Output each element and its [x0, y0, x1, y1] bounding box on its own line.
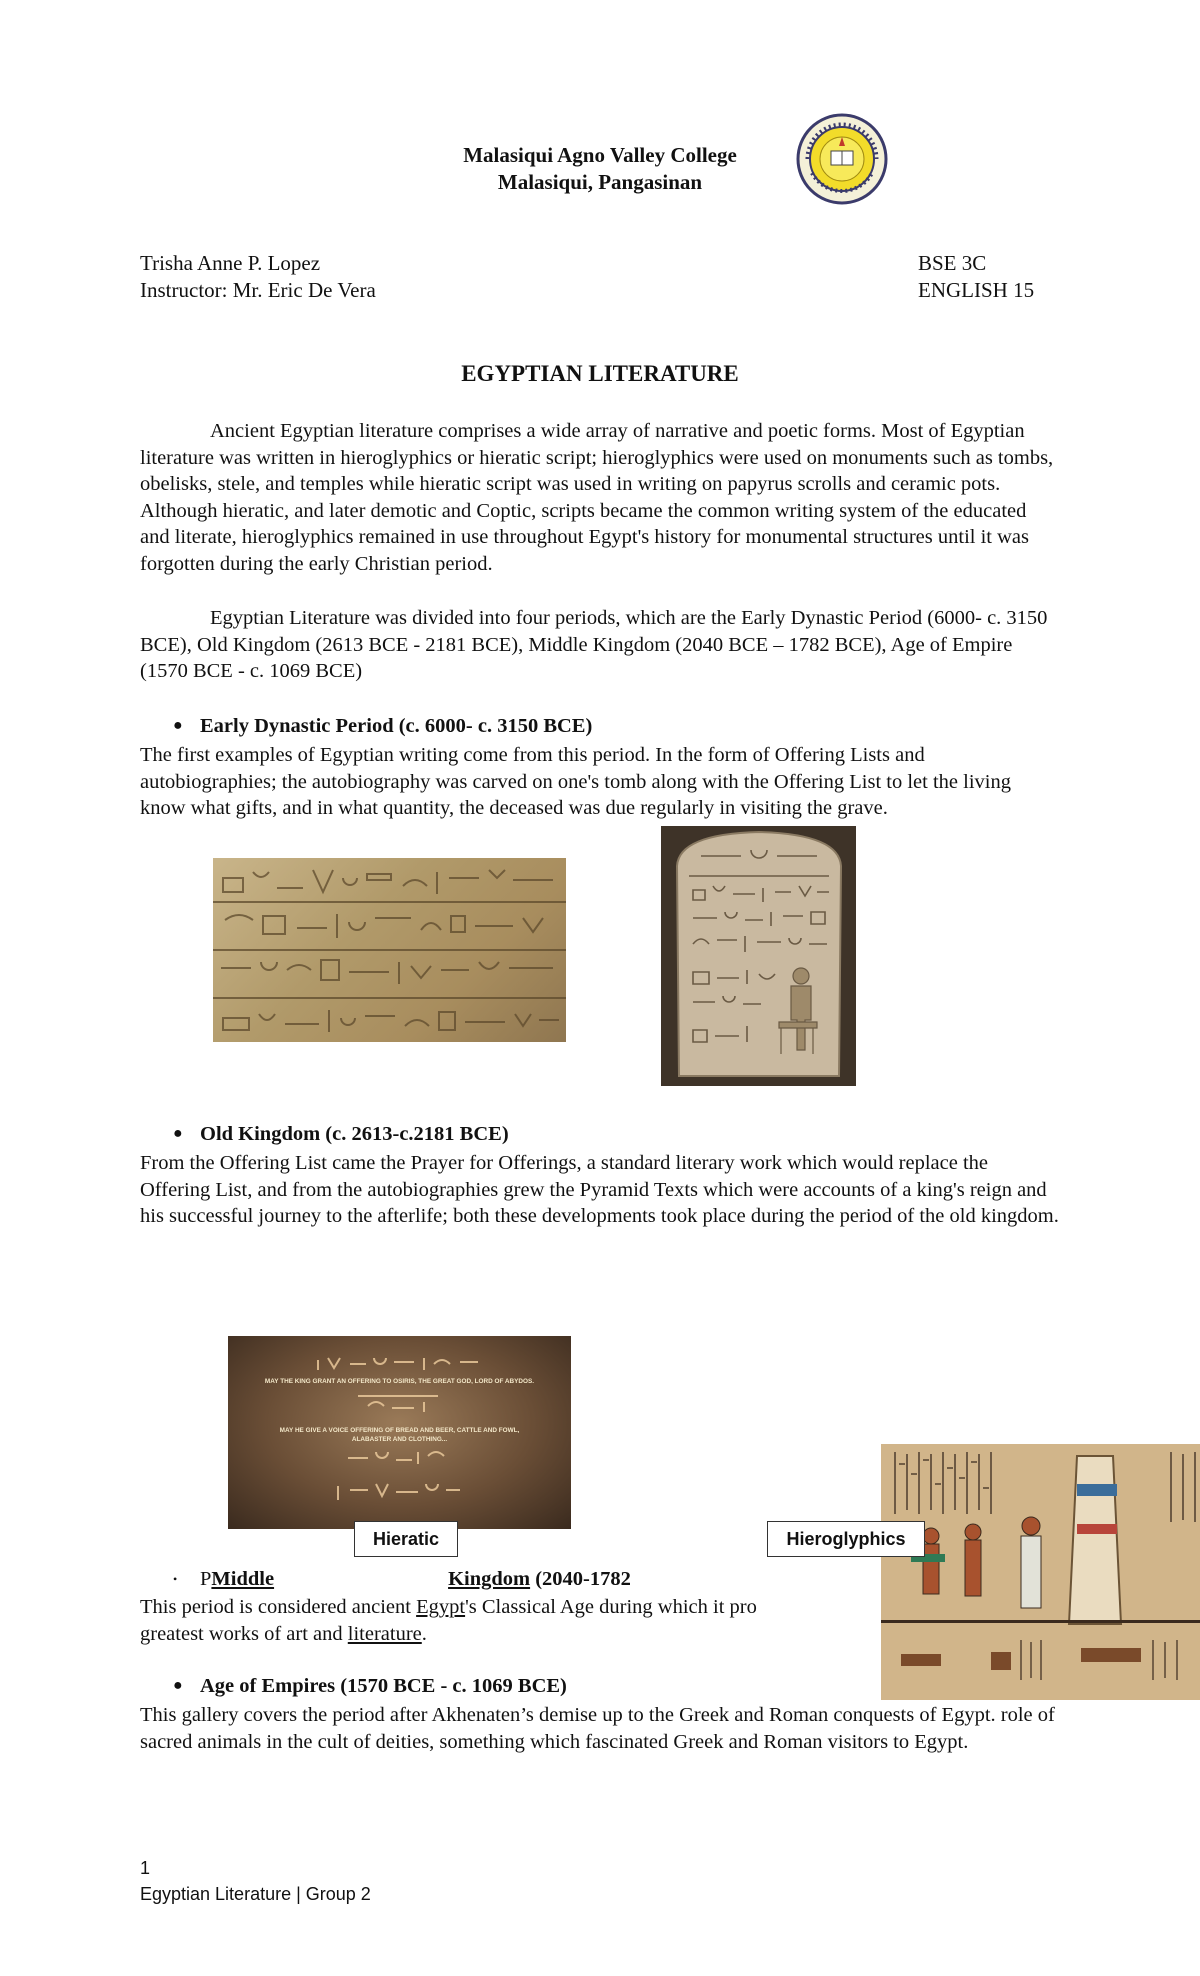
egypt-link[interactable]: Egypt — [416, 1596, 466, 1618]
early-dynastic-body: The first examples of Egyptian writing come from this period. In the form of Offering Lists and autobiographies; the autobiography was carved on one's tomb along with the Offering List to let the living know what gifts, and in what quantity, the deceased was due regularly in visiting the grave. — [140, 744, 1011, 820]
intro-paragraph-1: Ancient Egyptian literature comprises a wide array of narrative and poetic forms. Most of Egyptian literature was written in hieroglyphics or hieratic script; hieroglyphics were used on monuments such as tombs, obelisks, stele, and temples while hieratic script was used in writing on papyrus scrolls and ceramic pots. Although hieratic, and later demotic and Coptic, scripts became the common writing system of the educated and literate, hieroglyphics remained in use throughout Egypt's history for monumental structures until it was forgotten during the early Christian period. — [140, 420, 1054, 575]
student-name: Trisha Anne P. Lopez — [140, 251, 321, 275]
middle-heading-b: Kingdom — [448, 1568, 531, 1590]
middle-kingdom-body — [140, 1594, 880, 1648]
bullet-old-kingdom — [140, 1123, 509, 1146]
offering-formula-image — [228, 1336, 571, 1529]
bullet-middle-kingdom — [140, 1568, 880, 1591]
middle-heading-c: (2040-1782 — [530, 1568, 631, 1590]
papyrus-image — [881, 1444, 1200, 1700]
bullet-early-dynastic — [140, 715, 592, 738]
middle-body-a: This period is considered ancient — [140, 1596, 417, 1618]
section-heading: Old Kingdom (c. 2613-c.2181 BCE) — [200, 1123, 509, 1145]
middle-body-c: greatest works of art and — [140, 1623, 348, 1645]
section-heading: Age of Empires (1570 BCE - c. 1069 BCE) — [200, 1675, 567, 1697]
age-of-empires-body: This gallery covers the period after Akhenaten’s demise up to the Greek and Roman conquests of Egypt. role of sacred animals in the cult of deities, something which fascinated Greek and Roman visitors to Egypt. — [140, 1704, 1055, 1753]
offering-inscription-2: MAY HE GIVE A VOICE OFFERING OF BREAD AND BEER, CATTLE AND FOWL, ALABASTER AND CLOTHING... — [279, 1427, 520, 1443]
college-name: Malasiqui Agno Valley College — [463, 143, 737, 167]
middle-heading-a: Middle — [211, 1568, 275, 1590]
college-location: Malasiqui, Pangasinan — [497, 170, 703, 194]
footer-text: Egyptian Literature | Group 2 — [140, 1884, 371, 1904]
intro-paragraph-2: Egyptian Literature was divided into four periods, which are the Early Dynastic Period (6000- c. 3150 BCE), Old Kingdom (2613 BCE - 2181 BCE), Middle Kingdom (2040 BCE – 1782 BCE), Age of Empire (1570 BCE - c. 1069 BCE) — [140, 607, 1048, 683]
bullet-icon: ● — [173, 1125, 183, 1142]
instructor: Instructor: Mr. Eric De Vera — [140, 278, 376, 302]
bullet-icon: ● — [173, 717, 183, 734]
offering-inscription-1: MAY THE KING GRANT AN OFFERING TO OSIRIS, THE GREAT GOD, LORD OF ABYDOS. — [264, 1378, 535, 1385]
bullet-icon: • — [173, 1572, 178, 1586]
caption-hieroglyphics: Hieroglyphics — [767, 1521, 925, 1557]
bullet-age-of-empires — [140, 1675, 567, 1698]
course: ENGLISH 15 — [918, 278, 1035, 302]
page-number: 1 — [140, 1858, 151, 1878]
stele-image — [661, 826, 856, 1086]
page-title: EGYPTIAN LITERATURE — [461, 361, 739, 386]
caption-hieratic: Hieratic — [354, 1521, 458, 1557]
middle-body-b: 's Classical Age during which it pro — [465, 1596, 757, 1618]
middle-prefix: P — [200, 1568, 212, 1590]
college-seal-icon — [796, 113, 888, 205]
literature-link[interactable]: literature — [347, 1623, 422, 1645]
section-heading: Early Dynastic Period (c. 6000- c. 3150 BCE) — [200, 715, 593, 737]
bullet-icon: ● — [173, 1677, 183, 1694]
old-kingdom-body: From the Offering List came the Prayer for Offerings, a standard literary work which would replace the Offering List, and from the autobiographies grew the Pyramid Texts which were accounts of a king's reign and his successful journey to the afterlife; both these developments took place during the period of the old kingdom. — [140, 1152, 1059, 1228]
section: BSE 3C — [918, 251, 987, 275]
hieroglyph-wall-image — [213, 858, 566, 1042]
middle-body-d: . — [421, 1623, 427, 1645]
